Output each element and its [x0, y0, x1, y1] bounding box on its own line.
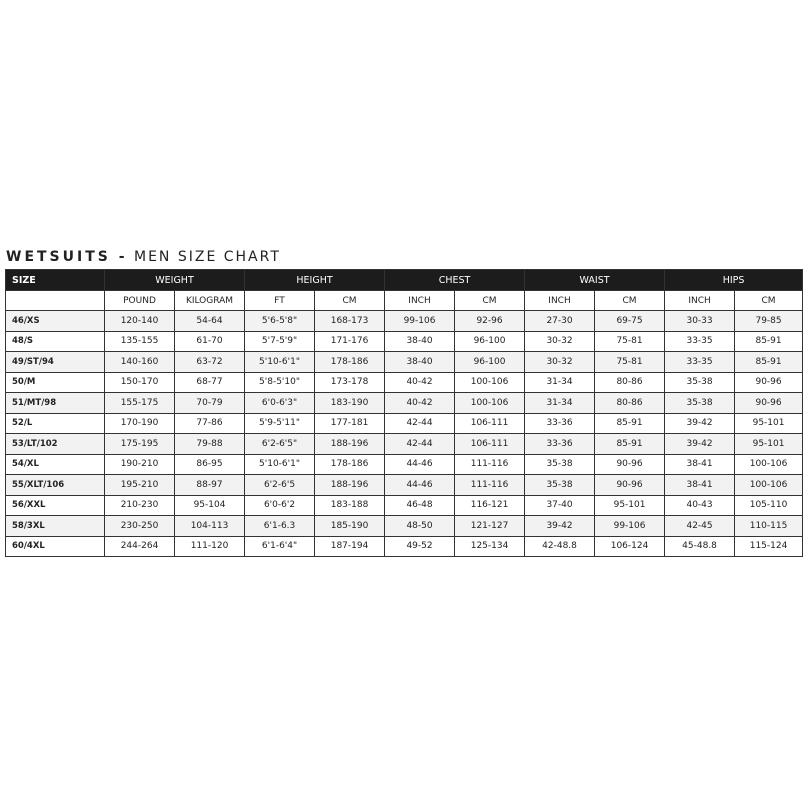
table-cell: 92-96 [455, 311, 525, 332]
table-row [6, 372, 803, 393]
size-cell: 60/4XL [6, 536, 105, 557]
table-cell: 5'6-5'8" [245, 311, 315, 332]
table-cell: 90-96 [735, 372, 803, 393]
table-cell: 30-32 [525, 352, 595, 373]
table-cell: 5'9-5'11" [245, 413, 315, 434]
table-cell: 111-116 [455, 475, 525, 496]
table-cell: 170-190 [105, 413, 175, 434]
size-cell: 53/LT/102 [6, 434, 105, 455]
table-cell: 177-181 [315, 413, 385, 434]
table-cell: 140-160 [105, 352, 175, 373]
table-cell: 6'0-6'2 [245, 495, 315, 516]
table-cell: 79-88 [175, 434, 245, 455]
table-row [6, 475, 803, 496]
table-cell: 38-41 [665, 475, 735, 496]
unit-header-waist-inch: INCH [525, 291, 595, 311]
table-cell: 6'2-6'5" [245, 434, 315, 455]
table-cell: 6'0-6'3" [245, 393, 315, 414]
table-cell: 187-194 [315, 536, 385, 557]
table-cell: 88-97 [175, 475, 245, 496]
table-cell: 5'8-5'10" [245, 372, 315, 393]
table-cell: 125-134 [455, 536, 525, 557]
table-cell: 116-121 [455, 495, 525, 516]
table-cell: 75-81 [595, 352, 665, 373]
table-cell: 99-106 [385, 311, 455, 332]
unit-header-pound: POUND [105, 291, 175, 311]
size-cell: 46/XS [6, 311, 105, 332]
table-row [6, 311, 803, 332]
table-cell: 70-79 [175, 393, 245, 414]
waist-group-header: WAIST [525, 270, 665, 291]
table-cell: 38-40 [385, 352, 455, 373]
table-cell: 48-50 [385, 516, 455, 537]
table-cell: 40-43 [665, 495, 735, 516]
table-cell: 85-91 [735, 352, 803, 373]
table-cell: 111-120 [175, 536, 245, 557]
table-cell: 173-178 [315, 372, 385, 393]
table-cell: 106-124 [595, 536, 665, 557]
table-cell: 44-46 [385, 475, 455, 496]
table-cell: 40-42 [385, 393, 455, 414]
unit-header-hips-cm: CM [735, 291, 803, 311]
table-cell: 42-44 [385, 413, 455, 434]
table-cell: 39-42 [665, 413, 735, 434]
table-row [6, 331, 803, 352]
table-cell: 79-85 [735, 311, 803, 332]
table-cell: 121-127 [455, 516, 525, 537]
unit-header-hips-inch: INCH [665, 291, 735, 311]
unit-header-row [6, 291, 803, 311]
chart-title [6, 249, 281, 265]
unit-header-waist-cm: CM [595, 291, 665, 311]
table-cell: 63-72 [175, 352, 245, 373]
table-cell: 105-110 [735, 495, 803, 516]
table-cell: 90-96 [595, 475, 665, 496]
table-cell: 38-41 [665, 454, 735, 475]
hips-group-header: HIPS [665, 270, 803, 291]
table-cell: 150-170 [105, 372, 175, 393]
table-cell: 106-111 [455, 434, 525, 455]
table-cell: 85-91 [735, 331, 803, 352]
size-chart-table [5, 269, 803, 557]
size-cell: 51/MT/98 [6, 393, 105, 414]
size-cell: 55/XLT/106 [6, 475, 105, 496]
table-cell: 195-210 [105, 475, 175, 496]
table-cell: 61-70 [175, 331, 245, 352]
table-cell: 185-190 [315, 516, 385, 537]
table-cell: 85-91 [595, 434, 665, 455]
table-cell: 35-38 [525, 475, 595, 496]
table-cell: 68-77 [175, 372, 245, 393]
weight-group-header: WEIGHT [105, 270, 245, 291]
table-cell: 31-34 [525, 372, 595, 393]
table-cell: 35-38 [665, 393, 735, 414]
table-row [6, 536, 803, 557]
table-cell: 42-45 [665, 516, 735, 537]
chest-group-header: CHEST [385, 270, 525, 291]
table-cell: 106-111 [455, 413, 525, 434]
table-cell: 80-86 [595, 393, 665, 414]
table-cell: 115-124 [735, 536, 803, 557]
table-cell: 135-155 [105, 331, 175, 352]
table-cell: 33-36 [525, 434, 595, 455]
table-cell: 86-95 [175, 454, 245, 475]
unit-header-kilogram: KILOGRAM [175, 291, 245, 311]
table-cell: 30-33 [665, 311, 735, 332]
table-cell: 42-44 [385, 434, 455, 455]
table-cell: 44-46 [385, 454, 455, 475]
unit-header-ft: FT [245, 291, 315, 311]
table-row [6, 516, 803, 537]
table-cell: 37-40 [525, 495, 595, 516]
table-cell: 85-91 [595, 413, 665, 434]
table-row [6, 434, 803, 455]
table-cell: 6'2-6'5 [245, 475, 315, 496]
table-cell: 6'1-6'4" [245, 536, 315, 557]
table-cell: 35-38 [665, 372, 735, 393]
table-cell: 100-106 [455, 393, 525, 414]
table-cell: 120-140 [105, 311, 175, 332]
table-row [6, 454, 803, 475]
table-cell: 77-86 [175, 413, 245, 434]
table-cell: 168-173 [315, 311, 385, 332]
unit-header-chest-inch: INCH [385, 291, 455, 311]
table-cell: 6'1-6.3 [245, 516, 315, 537]
table-cell: 33-35 [665, 331, 735, 352]
table-cell: 39-42 [525, 516, 595, 537]
table-cell: 33-35 [665, 352, 735, 373]
table-cell: 42-48.8 [525, 536, 595, 557]
unit-header-chest-cm: CM [455, 291, 525, 311]
table-cell: 100-106 [735, 475, 803, 496]
table-cell: 27-30 [525, 311, 595, 332]
table-cell: 244-264 [105, 536, 175, 557]
table-cell: 49-52 [385, 536, 455, 557]
table-cell: 95-101 [735, 413, 803, 434]
table-cell: 96-100 [455, 331, 525, 352]
size-cell: 58/3XL [6, 516, 105, 537]
table-cell: 40-42 [385, 372, 455, 393]
table-cell: 171-176 [315, 331, 385, 352]
table-cell: 99-106 [595, 516, 665, 537]
table-cell: 5'10-6'1" [245, 352, 315, 373]
table-cell: 38-40 [385, 331, 455, 352]
table-cell: 183-188 [315, 495, 385, 516]
table-row [6, 393, 803, 414]
table-cell: 31-34 [525, 393, 595, 414]
table-cell: 5'7-5'9" [245, 331, 315, 352]
table-cell: 183-190 [315, 393, 385, 414]
size-cell: 54/XL [6, 454, 105, 475]
table-cell: 80-86 [595, 372, 665, 393]
chart-title-subtitle: MEN SIZE CHART [134, 249, 281, 265]
height-group-header: HEIGHT [245, 270, 385, 291]
unit-header-height-cm: CM [315, 291, 385, 311]
table-cell: 95-104 [175, 495, 245, 516]
table-cell: 33-36 [525, 413, 595, 434]
table-cell: 35-38 [525, 454, 595, 475]
table-cell: 5'10-6'1" [245, 454, 315, 475]
table-cell: 46-48 [385, 495, 455, 516]
chart-title-product: WETSUITS - [6, 249, 128, 265]
table-cell: 188-196 [315, 434, 385, 455]
size-cell: 49/ST/94 [6, 352, 105, 373]
table-cell: 100-106 [735, 454, 803, 475]
unit-header-blank [6, 291, 105, 311]
table-cell: 100-106 [455, 372, 525, 393]
table-cell: 190-210 [105, 454, 175, 475]
size-cell: 56/XXL [6, 495, 105, 516]
table-cell: 111-116 [455, 454, 525, 475]
table-row [6, 352, 803, 373]
table-cell: 69-75 [595, 311, 665, 332]
table-cell: 178-186 [315, 352, 385, 373]
group-header-row [6, 270, 803, 291]
table-cell: 54-64 [175, 311, 245, 332]
table-row [6, 413, 803, 434]
table-cell: 95-101 [735, 434, 803, 455]
table-cell: 90-96 [735, 393, 803, 414]
table-cell: 175-195 [105, 434, 175, 455]
table-row [6, 495, 803, 516]
table-cell: 75-81 [595, 331, 665, 352]
table-cell: 39-42 [665, 434, 735, 455]
table-cell: 45-48.8 [665, 536, 735, 557]
table-cell: 110-115 [735, 516, 803, 537]
size-cell: 48/S [6, 331, 105, 352]
table-cell: 90-96 [595, 454, 665, 475]
table-cell: 96-100 [455, 352, 525, 373]
table-cell: 188-196 [315, 475, 385, 496]
size-cell: 52/L [6, 413, 105, 434]
table-cell: 178-186 [315, 454, 385, 475]
table-cell: 230-250 [105, 516, 175, 537]
size-rows [6, 311, 803, 557]
size-cell: 50/M [6, 372, 105, 393]
size-column-header: SIZE [6, 270, 105, 291]
table-cell: 210-230 [105, 495, 175, 516]
table-cell: 155-175 [105, 393, 175, 414]
table-cell: 30-32 [525, 331, 595, 352]
table-cell: 95-101 [595, 495, 665, 516]
table-cell: 104-113 [175, 516, 245, 537]
